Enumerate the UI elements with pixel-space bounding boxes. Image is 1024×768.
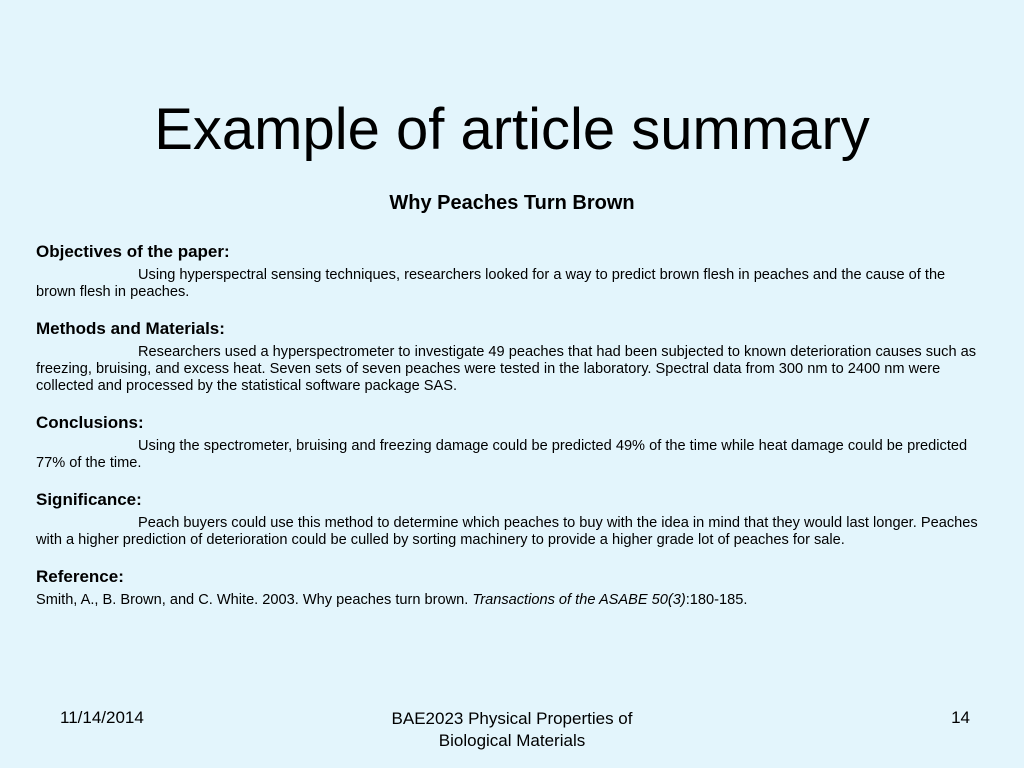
- footer-date: 11/14/2014: [60, 708, 144, 727]
- citation-text: Smith, A., B. Brown, and C. White. 2003. Why peaches turn brown.: [36, 592, 473, 608]
- reference-section: [36, 567, 986, 609]
- objectives-body: Using hyperspectral sensing techniques, researchers looked for a way to predict brown flesh in peaches and the cause of the brown flesh in peaches.: [36, 267, 946, 300]
- methods-heading: Methods and Materials:: [36, 319, 225, 338]
- slide-title: Example of article summary: [154, 97, 870, 162]
- footer-page-number: 14: [951, 708, 970, 727]
- reference-citation: [36, 592, 986, 609]
- conclusions-section: [36, 413, 986, 472]
- slide-subtitle: Why Peaches Turn Brown: [389, 192, 635, 214]
- summary-content: [36, 242, 986, 627]
- significance-heading: Significance:: [36, 490, 142, 509]
- footer-course-title: [352, 708, 672, 752]
- objectives-heading: Objectives of the paper:: [36, 242, 230, 261]
- significance-section: [36, 490, 986, 549]
- methods-body: Researchers used a hyperspectrometer to investigate 49 peaches that had been subjected to known deterioration causes such as freezing, bruising, and excess heat. Seven sets of seven peaches were tested in the laboratory. Spectral data from 300 nm to 2400 nm were collected and processed by the statistical software package SAS.: [36, 344, 977, 394]
- objectives-section: [36, 242, 986, 301]
- methods-section: [36, 319, 986, 395]
- conclusions-body: Using the spectrometer, bruising and freezing damage could be predicted 49% of the time while heat damage could be predicted 77% of the time.: [36, 438, 968, 471]
- conclusions-heading: Conclusions:: [36, 413, 144, 432]
- citation-journal: Transactions of the ASABE 50(3): [472, 592, 686, 608]
- significance-body: Peach buyers could use this method to determine which peaches to buy with the idea in mind that they would last longer. Peaches with a higher prediction of deterioration could be culled by sorting machinery to provide a higher grade lot of peaches for sale.: [36, 515, 978, 548]
- footer-course-line-1: BAE2023 Physical Properties of: [391, 709, 633, 728]
- reference-heading: Reference:: [36, 567, 124, 586]
- citation-pages: :180-185.: [685, 592, 748, 608]
- footer-course-line-2: Biological Materials: [438, 731, 586, 750]
